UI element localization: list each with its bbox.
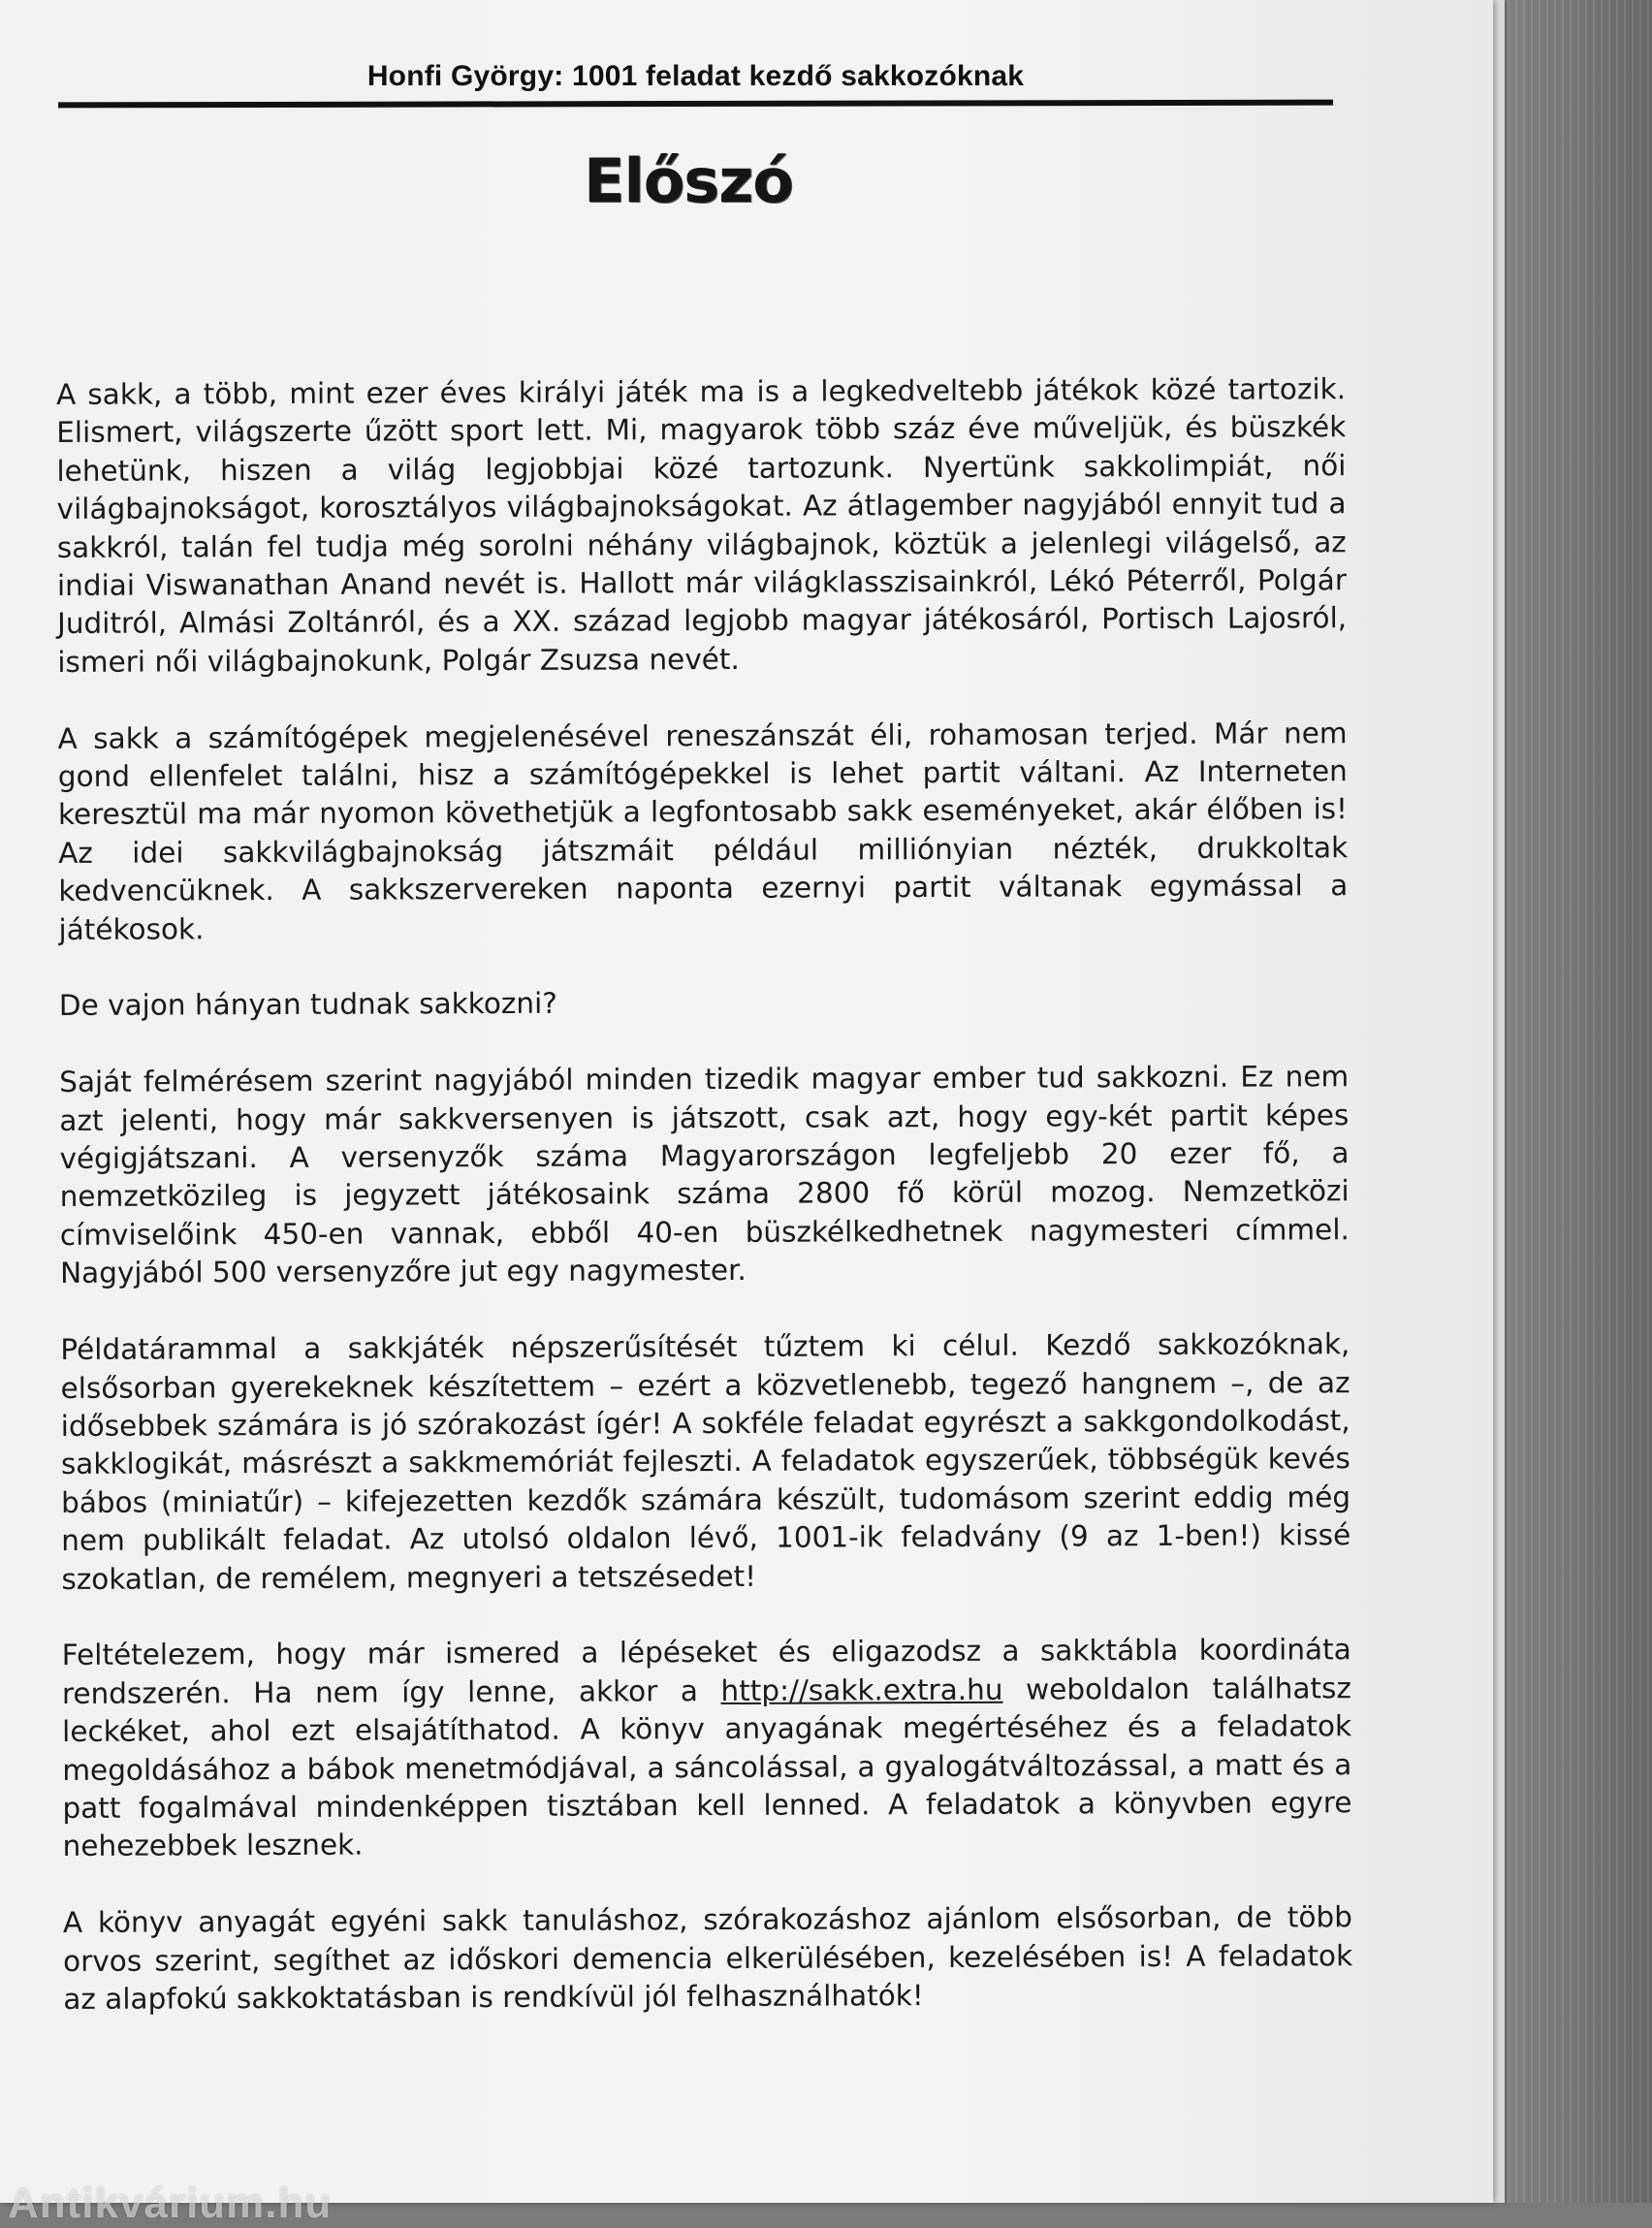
body-text [56,370,1353,2057]
running-header: Honfi György: 1001 feladat kezdő sakkozóknak [366,60,1025,92]
paragraph-4: Saját felmérésem szerint nagyjából minden tizedik magyar ember tud sakkozni. Ez nem azt jelenti, hogy már sakkversenyen is játszott, csak azt, hogy egy-két partit képes végigjátszani. A versenyzők száma Magyarországon legfeljebb 20 ezer fő, a nemzetközileg is jegyzett játékosaink száma 2800 fő körül mozog. Nemzetközi címviselőink 450-en vannak, ebből 40-en büszkélkedhetnek nagymesteri címmel. Nagyjából 500 versenyzőre jut egy nagymester. [59,1060,1350,1290]
paragraph-3: De vajon hányan tudnak sakkozni? [58,987,557,1023]
paragraph-1: A sakk, a több, mint ezer éves királyi játék ma is a legkedveltebb játékok közé tartozik. Elismert, világszerte űzött sport lett. Mi, magyarok több száz éve műveljük, és büszkék lehetünk, hiszen a világ legjobbjai közé tartozunk. Nyertünk sakkolimpiát, női világbajnokságot, korosztályos világbajnokságokat. Az átlagember nagyjából ennyit tud a sakkról, talán fel tudja még sorolni néhány világbajnok, köztük a jelenlegi világelső, az indiai Viswanathan Anand nevét is. Hallott már világklasszisainkról, Lékó Péterről, Polgár Juditról, Almási Zoltánról, és a XX. század legjobb magyar játékosáról, Portisch Lajosról, ismeri női világbajnokunk, Polgár Zsuzsa nevét. [56,372,1348,679]
paragraph-2: A sakk a számítógépek megjelenésével reneszánszát éli, rohamosan terjed. Már nem gond ellenfelet találni, hisz a számítógépekkel is lehet partit váltani. Az Interneten keresztül ma már nyomon követhetjük a legfontosabb sakk eseményeket, akár élőben is! Az idei sakkvilágbajnokság játszmáit például milliónyian nézték, drukkoltak kedvencüknek. A sakkszervereken naponta ezernyi partit váltanak egymással a játékosok. [57,716,1349,946]
photo-background [1492,0,1652,2203]
header-rule [58,100,1333,109]
underlying-page-edge [1493,0,1505,2203]
paragraph-7: A könyv anyagát egyéni sakk tanuláshoz, szórakozáshoz ajánlom elsősorban, de több orvos szerint, segíthet az időskori demencia elkerülésében, kezelésében is! A feladatok az alapfokú sakkoktatásban is rendkívül jól felhasználhatók! [62,1900,1353,2016]
website-link[interactable]: http://sakk.extra.hu [720,1672,1003,1707]
paragraph-6-start: Feltételezem, hogy már ismered a lépéseket és eligazodsz a sakktábla koordináta rendszerén. Ha nem így lenne, akkor a [61,1633,1351,1710]
chapter-title: Előszó [584,145,793,216]
paragraph-5: Példatárammal a sakkjáték népszerűsítését tűztem ki célul. Kezdő sakkozóknak, elsősorban gyerekeknek készítettem – ezért a közvetlenebb, tegező hangnem –, de az idősebbek számára is jó szórakozást ígér! A sokféle feladat egyrészt a sakkgondolkodást, sakklogikát, másrészt a sakkmemóriát fejleszti. A feladatok egyszerűek, többségük kevés bábos (miniatűr) – kifejezetten kezdők számára készült, tudomásom szerint eddig még nem publikált feladat. Az utolsó oldalon lévő, 1001-ik feladvány (9 az 1-ben!) kissé szokatlan, de remélem, megnyeri a tetszésedet! [60,1327,1351,1596]
watermark: Antikvárium.hu [8,2180,333,2227]
paragraph-6 [62,1632,1352,1866]
paragraph-6-end: weboldalon találhatsz leckéket, ahol ezt elsajátíthatod. A könyv anyagának megértéséhez és a feladatok megoldásához a bábok menetmódjával, a sáncolással, a gyalogátváltozással, a matt és a patt fogalmával mindenképpen tisztában kell lenned. A feladatok a könyvben egyre nehezebbek lesznek. [62,1671,1352,1863]
